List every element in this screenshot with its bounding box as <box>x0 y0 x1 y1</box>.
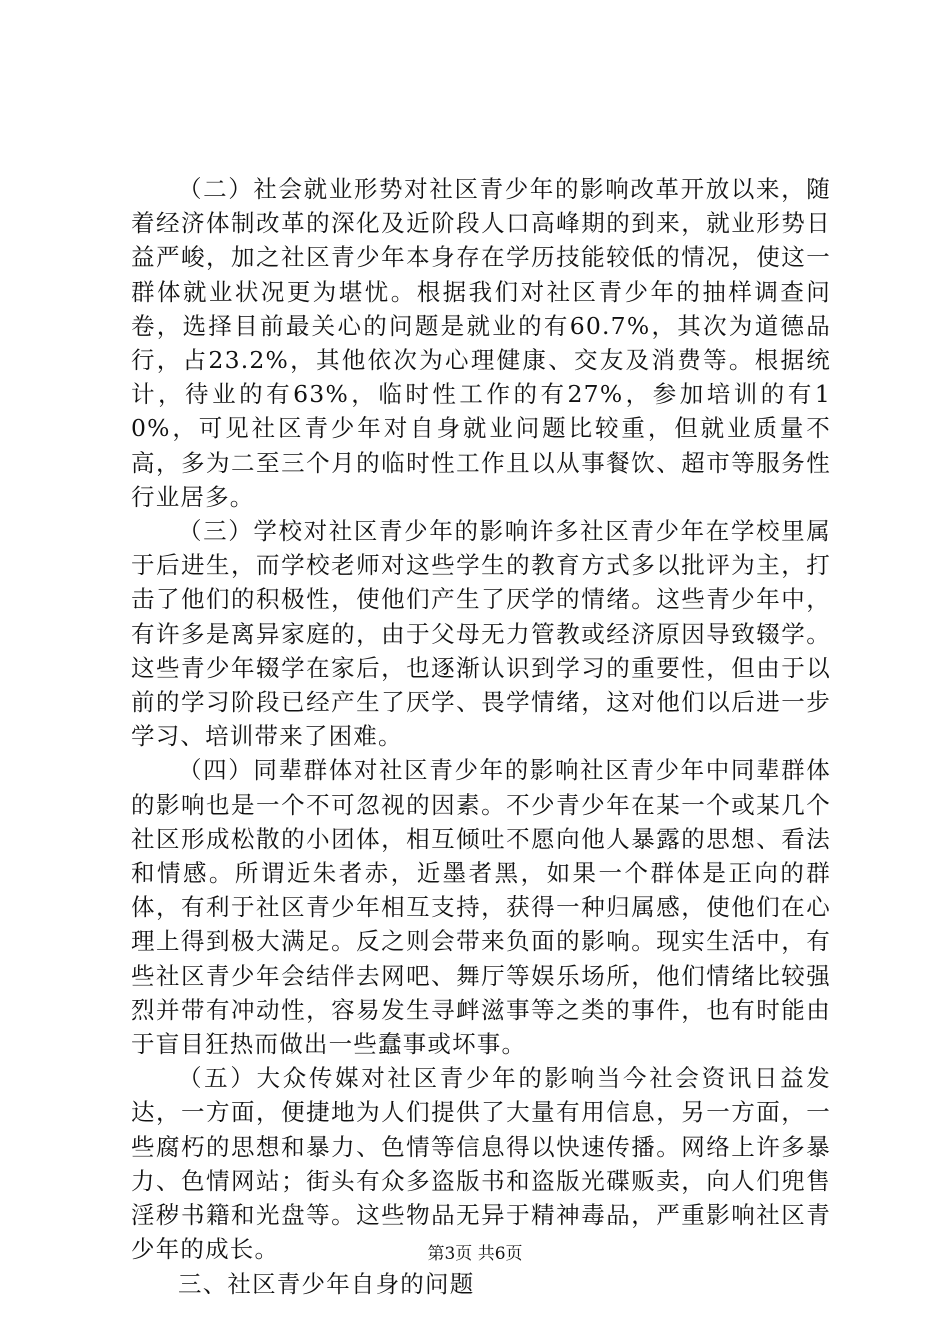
page-number-label: 第3页 共6页 <box>427 1244 523 1264</box>
paragraph-mass-media: （五）大众传媒对社区青少年的影响当今社会资讯日益发达，一方面，便捷地为人们提供了大量有用信息，另一方面，一些腐朽的思想和暴力、色情等信息得以快速传播。网络上许多暴力、色情网站；街头有众多盗版书和盗版光碟贩卖，向人们兜售淫秽书籍和光盘等。这些物品无异于精神毒品，严重影响社区青少年的成长。 <box>131 1064 831 1264</box>
section-heading: 三、社区青少年自身的问题 <box>178 1269 475 1298</box>
page-footer <box>0 1243 950 1265</box>
document-body <box>131 172 831 1301</box>
paragraph-peer-group: （四）同辈群体对社区青少年的影响社区青少年中同辈群体的影响也是一个不可忽视的因素。不少青少年在某一个或某几个社区形成松散的小团体，相互倾吐不愿向他人暴露的思想、看法和情感。所谓近朱者赤，近墨者黑，如果一个群体是正向的群体，有利于社区青少年相互支持，获得一种归属感，使他们在心理上得到极大满足。反之则会带来负面的影响。现实生活中，有些社区青少年会结伴去网吧、舞厅等娱乐场所，他们情绪比较强烈并带有冲动性，容易发生寻衅滋事等之类的事件，也有时能由于盲目狂热而做出一些蠢事或坏事。 <box>131 756 831 1059</box>
paragraph-employment: （二）社会就业形势对社区青少年的影响改革开放以来，随着经济体制改革的深化及近阶段人口高峰期的到来，就业形势日益严峻，加之社区青少年本身存在学历技能较低的情况，使这一群体就业状况更为堪忧。根据我们对社区青少年的抽样调查问卷，选择目前最关心的问题是就业的有60.7%，其次为道德品行，占23.2%，其他依次为心理健康、交友及消费等。根据统计，待业的有63%，临时性工作的有27%，参加培训的有10%，可见社区青少年对自身就业问题比较重，但就业质量不高，多为二至三个月的临时性工作且以从事餐饮、超市等服务性行业居多。 <box>131 175 831 511</box>
paragraph-school: （三）学校对社区青少年的影响许多社区青少年在学校里属于后进生，而学校老师对这些学生的教育方式多以批评为主，打击了他们的积极性，使他们产生了厌学的情绪。这些青少年中，有许多是离异家庭的，由于父母无力管教或经济原因导致辍学。这些青少年辍学在家后，也逐渐认识到学习的重要性，但由于以前的学习阶段已经产生了厌学、畏学情绪，这对他们以后进一步学习、培训带来了困难。 <box>131 517 831 751</box>
